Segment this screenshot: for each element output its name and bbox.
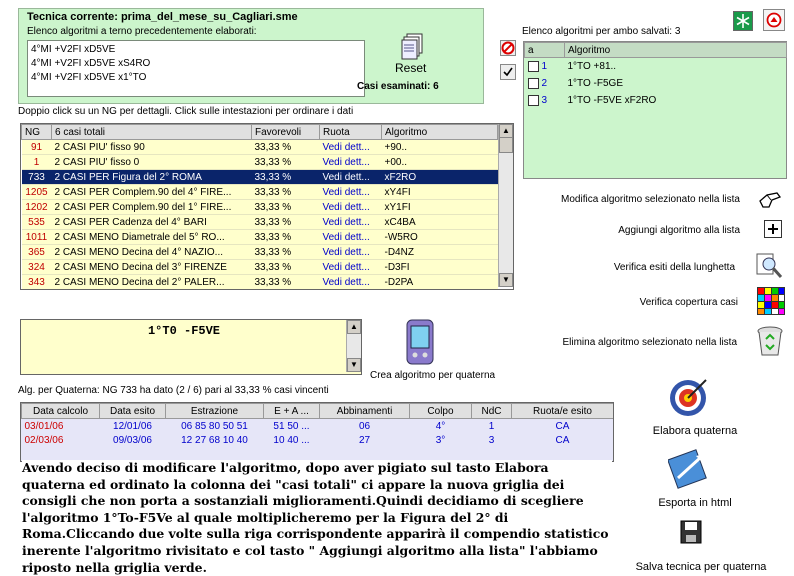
table-cell: 02/03/06: [24, 434, 64, 446]
table-cell: -D4NZ: [382, 245, 498, 260]
elabora-quaterna-label[interactable]: Elabora quaterna: [652, 425, 738, 437]
casi-esaminati: Casi esaminati: 6: [357, 81, 439, 92]
aggiungi-label[interactable]: Aggiungi algoritmo alla lista: [618, 225, 740, 236]
table-cell: Vedi dett...: [320, 275, 382, 290]
table-row[interactable]: 2 1°TO -F5GE: [525, 75, 787, 92]
table-cell: 33,33 %: [252, 140, 320, 155]
table-row[interactable]: [22, 140, 498, 155]
table-row[interactable]: [22, 155, 498, 170]
table-cell: 27: [358, 434, 371, 446]
column-header-data-calcolo[interactable]: Data calcolo: [22, 404, 100, 419]
table-cell: 33,33 %: [252, 170, 320, 185]
table-cell: 733: [22, 170, 52, 185]
scroll-down-icon[interactable]: ▼: [347, 358, 361, 372]
column-header-casi[interactable]: 6 casi totali: [52, 125, 252, 140]
table-cell: 91: [22, 140, 52, 155]
table-cell: 2 CASI PER Cadenza del 4° BARI: [52, 215, 252, 230]
table-cell: -W5RO: [382, 230, 498, 245]
column-header-a[interactable]: a: [525, 43, 565, 58]
table-cell: 4°: [435, 420, 446, 432]
table-cell: Vedi dett...: [320, 185, 382, 200]
table-cell: Vedi dett...: [320, 170, 382, 185]
table-cell: Vedi dett...: [320, 260, 382, 275]
save-disk-icon[interactable]: [680, 520, 702, 544]
checkbox[interactable]: [528, 78, 539, 89]
column-header-algoritmo[interactable]: Algoritmo: [565, 43, 787, 58]
table-cell: 33,33 %: [252, 245, 320, 260]
modifica-label[interactable]: Modifica algoritmo selezionato nella lista: [561, 194, 740, 205]
table-cell: 33,33 %: [252, 200, 320, 215]
snowflake-icon[interactable]: [733, 11, 753, 31]
table-cell: 2 CASI MENO Diametrale del 5° RO...: [52, 230, 252, 245]
column-header-abbinamenti[interactable]: Abbinamenti: [320, 404, 410, 419]
table-cell: 2 CASI MENO Decina del 4° NAZIO...: [52, 245, 252, 260]
table-cell: +90..: [382, 140, 498, 155]
checkbox[interactable]: [528, 95, 539, 106]
result-caption: Alg. per Quaterna: NG 733 ha dato (2 / 6) pari al 33,33 % casi vincenti: [18, 385, 329, 396]
color-grid-icon[interactable]: [757, 287, 785, 315]
plus-icon[interactable]: [764, 220, 782, 238]
column-header-ruota-esito[interactable]: Ruota/e esito: [512, 404, 614, 419]
column-header-ruota[interactable]: Ruota: [320, 125, 382, 140]
table-cell: 2 CASI PER Figura del 2° ROMA: [52, 170, 252, 185]
table-row[interactable]: [22, 230, 498, 245]
document-stack-icon[interactable]: [401, 33, 425, 61]
table-row[interactable]: [22, 200, 498, 215]
list-item[interactable]: 4°MI +V2FI xD5VE x1°TO: [31, 72, 147, 83]
table-cell: 535: [22, 215, 52, 230]
table-cell: 1205: [22, 185, 52, 200]
table-cell: 03/01/06: [24, 420, 64, 432]
terno-algorithm-list[interactable]: [27, 40, 365, 97]
edit-hand-icon[interactable]: [757, 187, 783, 213]
table-cell: Vedi dett...: [320, 140, 382, 155]
magnifier-document-icon[interactable]: [755, 252, 785, 280]
reset-button[interactable]: Reset: [395, 61, 427, 75]
table-cell: 2 CASI PIU' fisso 90: [52, 140, 252, 155]
table-row[interactable]: 3 1°TO -F5VE xF2RO: [525, 92, 787, 109]
saved-algorithms-label: Elenco algoritmi per ambo salvati: 3: [522, 26, 681, 37]
list-item[interactable]: 4°MI +V2FI xD5VE: [31, 44, 116, 55]
up-arrow-icon[interactable]: [763, 9, 785, 31]
hint-text: Doppio click su un NG per dettagli. Click sulle intestazioni per ordinare i dati: [18, 106, 354, 117]
recycle-bin-icon[interactable]: [756, 325, 784, 357]
list-item[interactable]: 4°MI +V2FI xD5VE xS4RO: [31, 58, 151, 69]
ng-grid[interactable]: [20, 123, 514, 290]
table-row[interactable]: [22, 275, 498, 290]
table-cell: 365: [22, 245, 52, 260]
column-header-data-esito[interactable]: Data esito: [100, 404, 166, 419]
quaterna-grid[interactable]: [20, 402, 614, 462]
salva-tecnica-label[interactable]: Salva tecnica per quaterna: [635, 561, 767, 573]
scroll-thumb[interactable]: [499, 137, 513, 153]
column-header-ndc[interactable]: NdC: [472, 404, 512, 419]
table-cell: 3°: [435, 434, 446, 446]
table-row[interactable]: [22, 260, 498, 275]
table-cell: 12 27 68 10 40: [181, 434, 248, 446]
elimina-label[interactable]: Elimina algoritmo selezionato nella lista: [562, 337, 737, 348]
table-cell: 2 CASI MENO Decina del 2° PALER...: [52, 275, 252, 290]
table-cell: 1: [22, 155, 52, 170]
technique-panel: [18, 8, 484, 104]
table-cell: 2 CASI PIU' fisso 0: [52, 155, 252, 170]
scroll-down-icon[interactable]: ▼: [499, 273, 513, 287]
table-cell: 06: [358, 420, 371, 432]
table-row[interactable]: [22, 170, 498, 185]
table-cell: 33,33 %: [252, 275, 320, 290]
table-cell: xY4FI: [382, 185, 498, 200]
annotation-text: Avendo deciso di modificare l'algoritmo, dopo aver pigiato sul tasto Elabora quaterna ed ordinato la colonna dei "casi totali" ci appare la nuova griglia dei consigli che non porta a sostanziali miglioramenti.Quindi decidiamo di scegliere l'algoritmo 1°To-F5Ve al quale moltiplicheremo per la Figura del 2° di Roma.Cliccando due volte sulla riga corrispondente apparirà il compendio statistico inerente l'algoritmo rivisitato e col tasto " Aggiungi algoritmo alla lista" l'abbiamo riposto nella griglia verde.: [22, 460, 612, 576]
table-cell: 1202: [22, 200, 52, 215]
technique-subtitle: Elenco algoritmi a terno precedentemente elaborati:: [27, 26, 257, 37]
table-cell: CA: [555, 434, 570, 446]
algorithm-text: 1°T0 -F5VE: [147, 324, 220, 338]
table-cell: 06 85 80 50 51: [181, 420, 248, 432]
table-cell: 2 CASI PER Complem.90 del 1° FIRE...: [52, 200, 252, 215]
table-cell: 3: [488, 434, 495, 446]
table-cell: -D3FI: [382, 260, 498, 275]
table-cell: 33,33 %: [252, 155, 320, 170]
table-row[interactable]: [22, 185, 498, 200]
table-cell: Vedi dett...: [320, 155, 382, 170]
column-header-ng[interactable]: NG: [22, 125, 52, 140]
table-row[interactable]: [22, 215, 498, 230]
table-cell: 09/03/06: [113, 434, 152, 446]
table-cell: 324: [22, 260, 52, 275]
table-cell: 33,33 %: [252, 185, 320, 200]
table-row[interactable]: [22, 419, 614, 434]
table-cell: 33,33 %: [252, 260, 320, 275]
html-export-icon[interactable]: [668, 448, 710, 490]
scroll-up-icon[interactable]: ▲: [499, 124, 513, 138]
table-cell: 343: [22, 275, 52, 290]
checkbox[interactable]: [528, 61, 539, 72]
table-cell: 51 50 ...: [273, 420, 310, 432]
table-cell: -D2PA: [382, 275, 498, 290]
table-cell: 10 40 ...: [273, 434, 310, 446]
verifica-copertura-label[interactable]: Verifica copertura casi: [639, 297, 738, 308]
table-cell: xF2RO: [382, 170, 498, 185]
scroll-up-icon[interactable]: ▲: [347, 320, 361, 334]
table-cell: xC4BA: [382, 215, 498, 230]
column-header-colpo[interactable]: Colpo: [410, 404, 472, 419]
column-header-favorevoli[interactable]: Favorevoli: [252, 125, 320, 140]
target-icon[interactable]: [668, 376, 710, 418]
verifica-esiti-label[interactable]: Verifica esiti della lunghetta: [613, 262, 735, 273]
table-cell: 2 CASI MENO Decina del 3° FIRENZE: [52, 260, 252, 275]
table-cell: Vedi dett...: [320, 230, 382, 245]
column-header-estrazione[interactable]: Estrazione: [166, 404, 264, 419]
table-cell: 1011: [22, 230, 52, 245]
table-cell: Vedi dett...: [320, 200, 382, 215]
table-row[interactable]: 1 1°TO +81..: [525, 58, 787, 76]
checkmark-icon[interactable]: [500, 64, 516, 80]
table-row[interactable]: [22, 245, 498, 260]
table-cell: 2 CASI PER Complem.90 del 4° FIRE...: [52, 185, 252, 200]
table-cell: +00..: [382, 155, 498, 170]
crea-algoritmo-label[interactable]: Crea algoritmo per quaterna: [370, 370, 496, 381]
table-cell: Vedi dett...: [320, 215, 382, 230]
esporta-html-label[interactable]: Esporta in html: [658, 497, 732, 509]
column-header-ea[interactable]: E + A ...: [264, 404, 320, 419]
table-cell: Vedi dett...: [320, 245, 382, 260]
technique-title: Tecnica corrente: prima_del_mese_su_Cagliari.sme: [27, 11, 298, 23]
table-cell: 12/01/06: [113, 420, 152, 432]
table-cell: 33,33 %: [252, 230, 320, 245]
table-cell: 1: [488, 420, 495, 432]
table-cell: 33,33 %: [252, 215, 320, 230]
table-cell: xY1FI: [382, 200, 498, 215]
palm-device-icon[interactable]: [405, 318, 435, 366]
saved-algorithms-grid[interactable]: [523, 41, 787, 179]
table-row[interactable]: [22, 433, 614, 447]
vertical-scrollbar[interactable]: [346, 320, 361, 372]
no-entry-icon[interactable]: [500, 40, 516, 56]
table-cell: CA: [555, 420, 570, 432]
algorithm-text-box[interactable]: [20, 319, 362, 375]
column-header-algoritmo[interactable]: Algoritmo: [382, 125, 498, 140]
